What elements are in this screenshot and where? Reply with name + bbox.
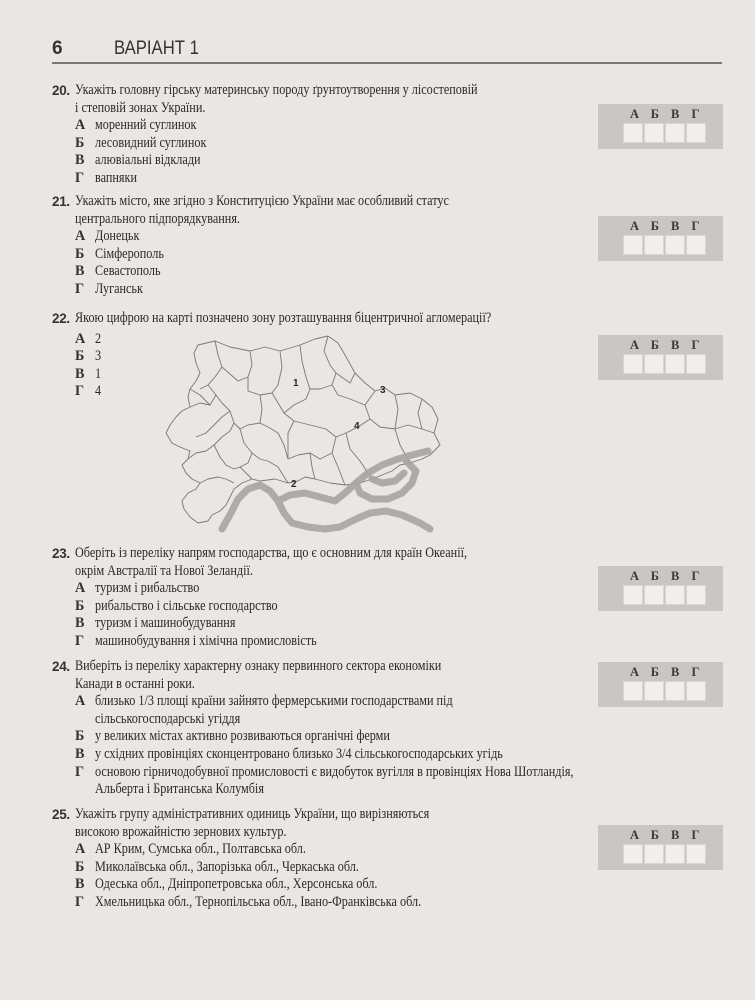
answer-grid-20: А Б В Г	[598, 104, 723, 149]
option-v: В 1	[75, 365, 102, 382]
answer-cell-b[interactable]	[644, 123, 664, 143]
answer-grid-21: А Б В Г	[598, 216, 723, 261]
answer-grid-23: А Б В Г	[598, 566, 723, 611]
page-title: ВАРІАНТ 1	[114, 38, 199, 59]
options-list	[75, 693, 732, 799]
options-list	[75, 117, 592, 187]
answer-cell-a[interactable]	[623, 681, 643, 701]
option-v: В Одеська обл., Дніпропетровська обл., Херсонська обл.	[75, 876, 378, 893]
answer-grid-22: А Б В Г	[598, 335, 723, 380]
option-b: Б лесовидний суглинок	[75, 134, 207, 151]
page-number: 6	[52, 38, 63, 59]
answer-cell-v[interactable]	[665, 235, 685, 255]
answer-cell-b[interactable]	[644, 235, 664, 255]
option-a: А моренний суглинок	[75, 117, 197, 134]
option-g: Г Хмельницька обл., Тернопільська обл., Івано-Франківська обл.	[75, 893, 422, 910]
question-25	[52, 806, 592, 912]
answer-cell-a[interactable]	[623, 585, 643, 605]
map-label-2: 2	[291, 479, 297, 490]
answer-cell-a[interactable]	[623, 354, 643, 374]
option-v: В Севастополь	[75, 263, 161, 280]
option-b: Б у великих містах активно розвиваються органічні ферми	[75, 728, 390, 745]
question-stem: Виберіть із переліку характерну ознаку первинного сектора економіки Канади в останні роки.	[75, 658, 442, 692]
option-g: Г 4	[75, 383, 102, 400]
answer-cell-g[interactable]	[686, 123, 706, 143]
answer-cell-b[interactable]	[644, 681, 664, 701]
answer-cell-b[interactable]	[644, 844, 664, 864]
answer-cell-v[interactable]	[665, 681, 685, 701]
option-a: А туризм і рибальство	[75, 580, 200, 597]
question-stem: Якою цифрою на карті позначено зону розташування біцентричної агломерації?	[75, 310, 492, 326]
answer-cell-a[interactable]	[623, 123, 643, 143]
question-number: 23.	[52, 546, 70, 561]
option-a: А 2	[75, 330, 102, 347]
option-a: А Донецьк	[75, 228, 140, 245]
option-g: Г вапняки	[75, 169, 137, 186]
map-label-4: 4	[354, 421, 360, 432]
question-number: 22.	[52, 311, 70, 326]
question-number: 24.	[52, 659, 70, 674]
question-number: 25.	[52, 807, 70, 822]
options-list	[75, 580, 592, 650]
options-list	[75, 228, 592, 298]
option-a: А АР Крим, Сумська обл., Полтавська обл.	[75, 841, 306, 858]
answer-cell-b[interactable]	[644, 585, 664, 605]
option-v: В туризм і машинобудування	[75, 615, 236, 632]
question-number: 20.	[52, 83, 70, 98]
answer-cell-v[interactable]	[665, 844, 685, 864]
question-23	[52, 545, 592, 651]
option-b: Б 3	[75, 348, 102, 365]
options-list	[75, 841, 592, 911]
answer-cell-g[interactable]	[686, 354, 706, 374]
option-a: А близько 1/3 площі країни зайнято фермерськими господарствами під сільськогосподарські угіддя	[75, 693, 453, 727]
answer-cell-v[interactable]	[665, 123, 685, 143]
question-stem: Укажіть групу адміністративних одиниць України, що вирізняються високою врожайністю зернових культур.	[75, 806, 430, 840]
question-number: 21.	[52, 194, 70, 209]
answer-cell-v[interactable]	[665, 585, 685, 605]
option-b: Б рибальство і сільське господарство	[75, 597, 278, 614]
answer-cell-a[interactable]	[623, 844, 643, 864]
option-b: Б Сімферополь	[75, 245, 164, 262]
page-header	[52, 36, 722, 64]
answer-cell-a[interactable]	[623, 235, 643, 255]
header-divider	[52, 62, 722, 64]
answer-cell-g[interactable]	[686, 235, 706, 255]
option-g: Г Луганськ	[75, 280, 143, 297]
map-label-1: 1	[293, 378, 299, 389]
answer-cell-g[interactable]	[686, 681, 706, 701]
option-b: Б Миколаївська обл., Запорізька обл., Черкаська обл.	[75, 858, 359, 875]
answer-cell-b[interactable]	[644, 354, 664, 374]
answer-cell-g[interactable]	[686, 585, 706, 605]
ukraine-map	[160, 333, 455, 533]
answer-grid-24: А Б В Г	[598, 662, 723, 707]
option-g: Г машинобудування і хімічна промисловість	[75, 632, 317, 649]
option-v: В алювіальні відклади	[75, 152, 201, 169]
option-v: В у східних провінціях сконцентровано близько 3/4 сільськогосподарських угідь	[75, 745, 503, 762]
answer-cell-v[interactable]	[665, 354, 685, 374]
question-20	[52, 82, 592, 188]
question-stem: Укажіть місто, яке згідно з Конституцією України має особливий статус центрального підпорядкування.	[75, 193, 449, 227]
question-stem: Укажіть головну гірську материнську породу ґрунтоутворення у лісостеповій і степовій зонах України.	[75, 82, 478, 116]
question-21	[52, 193, 592, 299]
question-stem: Оберіть із переліку напрям господарства, що є основним для країн Океанії, окрім Австралії та Нової Зеландії.	[75, 545, 468, 579]
answer-grid-25: А Б В Г	[598, 825, 723, 870]
answer-cell-g[interactable]	[686, 844, 706, 864]
map-label-3: 3	[380, 385, 386, 396]
option-g: Г основою гірничодобувної промисловості є видобуток вугілля в провінціях Нова Шотландія, Альберта і Британська Колумбія	[75, 763, 574, 798]
ukraine-regions-outline-icon	[160, 333, 455, 533]
